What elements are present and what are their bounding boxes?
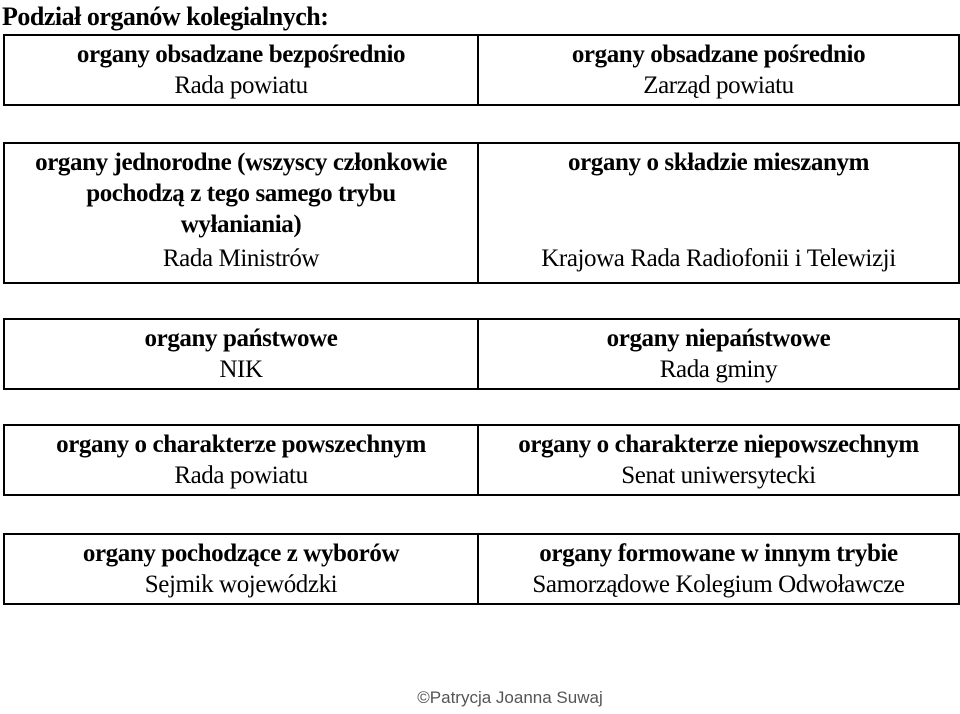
category-example: Samorządowe Kolegium Odwoławcze <box>532 571 905 598</box>
page-title: Podział organów kolegialnych: <box>2 2 329 31</box>
category-right <box>479 320 960 388</box>
category-example: Rada powiatu <box>174 72 308 99</box>
category-example: NIK <box>219 356 263 383</box>
category-example: Senat uniwersytecki <box>621 462 816 489</box>
category-right <box>479 36 960 104</box>
division-pair-4 <box>3 424 960 496</box>
category-left <box>3 426 479 494</box>
division-pair-5 <box>3 533 960 605</box>
category-heading: organy jednorodne (wszyscy członkowie pochodzą z tego samego trybu wyłaniania) <box>35 149 447 238</box>
category-example: Rada powiatu <box>174 462 308 489</box>
category-left <box>3 535 479 603</box>
category-left <box>3 36 479 104</box>
category-left <box>3 144 479 282</box>
category-right <box>479 535 960 603</box>
copyright-footer: ©Patrycja Joanna Suwaj <box>417 688 603 707</box>
division-pair-2 <box>3 142 960 284</box>
category-heading: organy obsadzane pośrednio <box>571 41 866 68</box>
category-right <box>479 144 960 282</box>
category-heading: organy obsadzane bezpośrednio <box>76 41 406 68</box>
category-heading: organy niepaństwowe <box>606 325 831 352</box>
division-pair-3 <box>3 318 960 390</box>
category-example: Sejmik wojewódzki <box>144 571 338 598</box>
category-heading: organy o charakterze powszechnym <box>56 431 426 458</box>
category-example: Rada gminy <box>659 356 778 383</box>
category-left <box>3 320 479 388</box>
category-example: Krajowa Rada Radiofonii i Telewizji <box>541 245 896 272</box>
category-heading: organy pochodzące z wyborów <box>82 540 400 567</box>
category-heading: organy państwowe <box>144 325 338 352</box>
category-heading: organy o składzie mieszanym <box>568 149 869 176</box>
category-example: Rada Ministrów <box>162 245 320 272</box>
category-right <box>479 426 960 494</box>
category-heading: organy formowane w innym trybie <box>539 540 898 567</box>
division-pair-1 <box>3 34 960 106</box>
category-example: Zarząd powiatu <box>643 72 794 99</box>
category-heading: organy o charakterze niepowszechnym <box>518 431 919 458</box>
